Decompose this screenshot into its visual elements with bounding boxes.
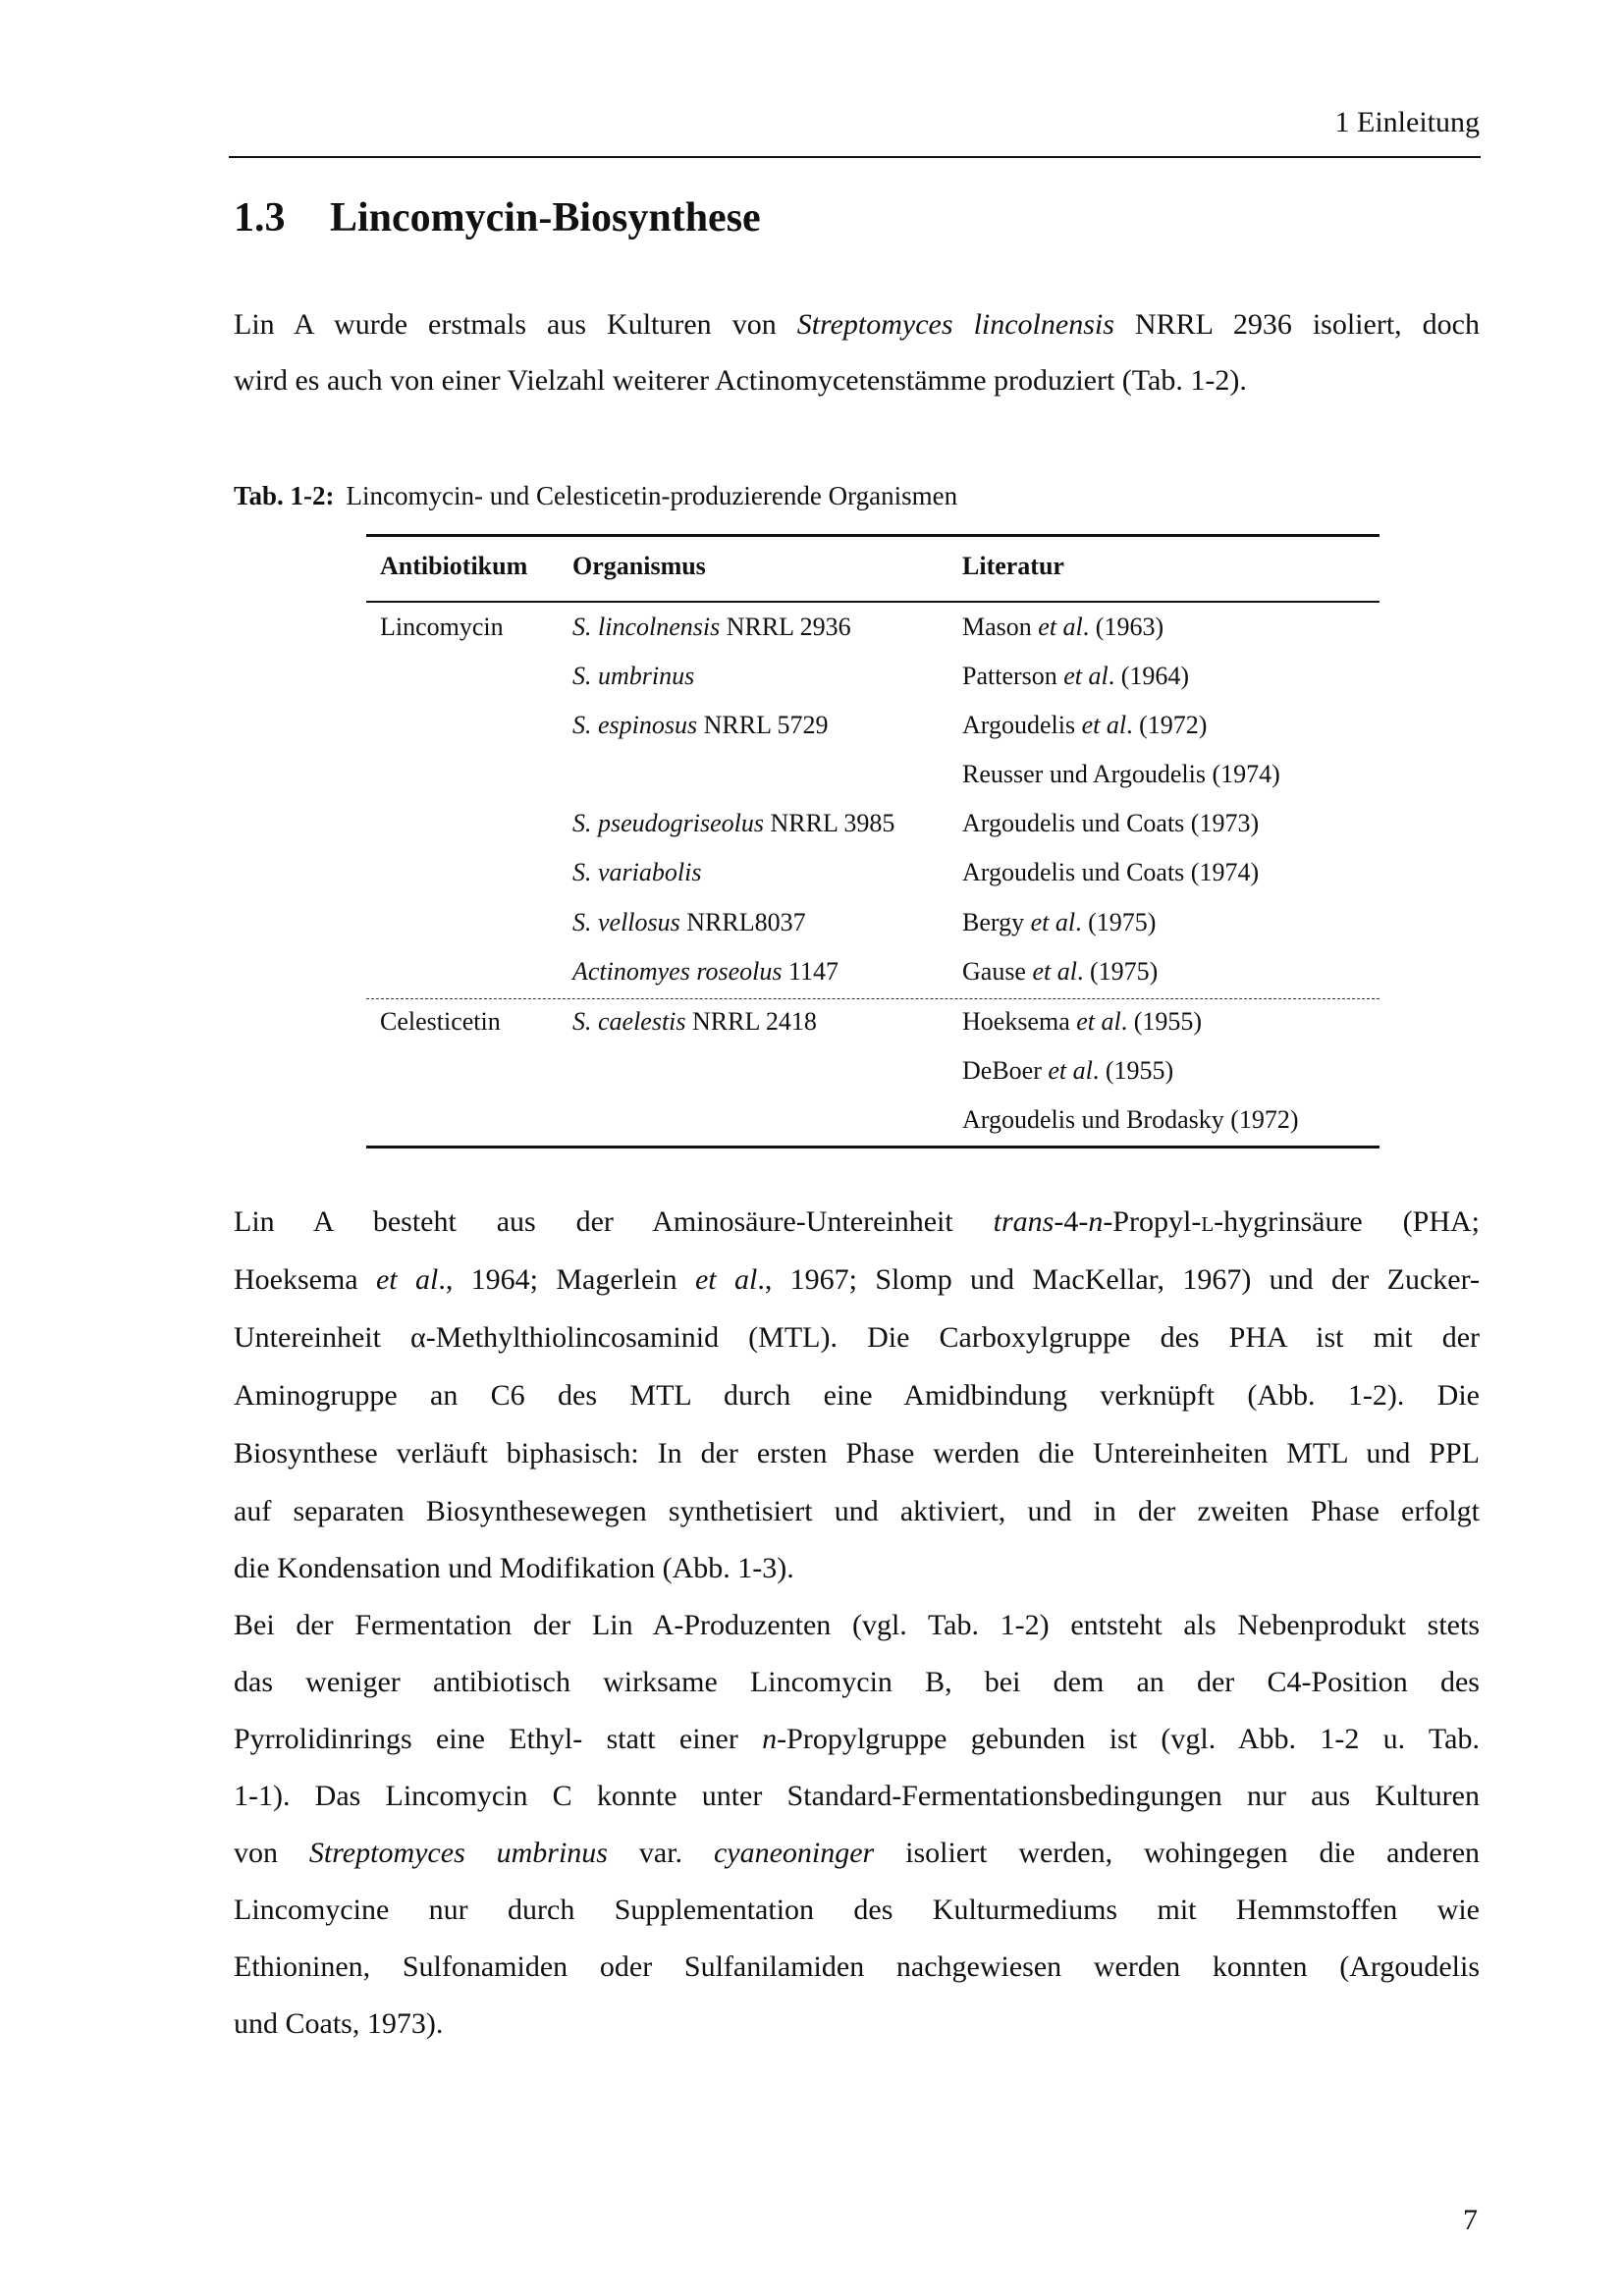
cell-literature — [962, 760, 1280, 789]
text-segment: Argoudelis und Coats (1974) — [962, 858, 1260, 886]
text-segment: Argoudelis und Brodasky (1972) — [962, 1105, 1299, 1134]
text-segment: et al — [694, 1263, 758, 1296]
text-segment: S. caelestis — [572, 1007, 686, 1036]
text-segment: isoliert werden, wohingegen die anderen — [874, 1837, 1481, 1869]
cell-organism — [572, 809, 894, 838]
text-segment: et al — [1030, 908, 1076, 936]
table-caption — [234, 481, 957, 511]
text-segment: et al — [1081, 711, 1127, 739]
cell-literature — [962, 957, 1158, 987]
text-line — [234, 1495, 1480, 1528]
text-segment: NRRL 3985 — [764, 809, 895, 837]
text-segment: Lin A wurde erstmals aus Kulturen von — [234, 308, 797, 341]
table-header-antibiotic: Antibiotikum — [380, 552, 528, 580]
text-segment: Gause — [962, 957, 1033, 986]
cell-organism — [572, 662, 694, 691]
text-segment: . (1955) — [1120, 1007, 1203, 1036]
text-segment: var. — [607, 1837, 714, 1869]
text-segment: Biosynthese verläuft biphasisch: In der ersten Phase werden die Untereinheiten MTL und PPL — [234, 1437, 1480, 1469]
text-segment: et al — [1048, 1056, 1093, 1085]
text-line — [234, 1321, 1480, 1355]
text-segment: . (1963) — [1082, 613, 1164, 641]
text-line — [234, 1379, 1480, 1413]
text-segment: S. vellosus — [572, 908, 680, 936]
table-group-divider — [366, 998, 1380, 999]
table-caption-label: Tab. 1-2: — [234, 481, 335, 510]
table-header-organism: Organismus — [572, 552, 706, 580]
text-segment: . (1975) — [1075, 908, 1157, 936]
text-segment: 1147 — [782, 957, 839, 986]
text-segment: ., 1964; Magerlein — [438, 1263, 695, 1296]
text-segment: Untereinheit α-Methylthiolincosaminid (MTL). Die Carboxylgruppe des PHA ist mit der — [234, 1321, 1480, 1354]
cell-literature — [962, 858, 1259, 887]
text-segment: n — [762, 1723, 778, 1755]
table-caption-text: Lincomycin- und Celesticetin-produzierende Organismen — [346, 481, 958, 510]
text-segment: Bei der Fermentation der Lin A-Produzenten (vgl. Tab. 1-2) entsteht als Nebenprodukt stets — [234, 1609, 1480, 1641]
text-line — [234, 2007, 1480, 2041]
text-segment: Lincomycine nur durch Supplementation des Kulturmediums mit Hemmstoffen wie — [234, 1894, 1480, 1926]
text-segment: Actinomyes roseolus — [572, 957, 783, 986]
cell-literature — [962, 613, 1163, 642]
cell-antibiotic: Celesticetin — [380, 1007, 501, 1036]
text-segment: das weniger antibiotisch wirksame Lincomycin B, bei dem an der C4-Position des — [234, 1666, 1480, 1698]
table-header-literature: Literatur — [962, 552, 1064, 580]
table-bottom-rule — [366, 1146, 1380, 1148]
text-line — [234, 1552, 1480, 1585]
cell-literature — [962, 1105, 1299, 1135]
text-segment: NRRL 2418 — [685, 1007, 817, 1036]
table-top-rule — [366, 534, 1380, 537]
text-segment: et al — [1032, 957, 1077, 986]
section-heading — [234, 194, 761, 241]
cell-literature — [962, 809, 1259, 838]
text-segment: S. pseudogriseolus — [572, 809, 764, 837]
text-segment: L — [1201, 1212, 1215, 1236]
text-segment: . (1964) — [1108, 662, 1190, 690]
cell-literature — [962, 1007, 1202, 1037]
text-segment: et al — [1038, 613, 1083, 641]
running-header: 1 Einleitung — [1334, 106, 1480, 138]
section-title: Lincomycin-Biosynthese — [330, 195, 761, 240]
text-segment: et al — [375, 1263, 439, 1296]
text-segment: . (1955) — [1092, 1056, 1174, 1085]
text-segment: Ethioninen, Sulfonamiden oder Sulfanilamiden nachgewiesen werden konnten (Argoudelis — [234, 1950, 1480, 1983]
section-number: 1.3 — [234, 195, 286, 240]
text-segment: DeBoer — [962, 1056, 1049, 1085]
cell-literature — [962, 711, 1207, 740]
text-segment: und Coats, 1973). — [234, 2007, 444, 2040]
text-segment: trans — [993, 1205, 1055, 1238]
text-segment: S. variabolis — [572, 858, 702, 886]
text-segment: 1-1). Das Lincomycin C konnte unter Standard-Fermentationsbedingungen nur aus Kulturen — [234, 1780, 1480, 1812]
text-segment: NRRL 2936 isoliert, doch — [1113, 308, 1480, 341]
text-segment: Hoeksema — [962, 1007, 1077, 1036]
text-line — [234, 1437, 1480, 1470]
text-segment: n — [1088, 1205, 1104, 1238]
text-segment: Lin A besteht aus der Aminosäure-Untereinheit — [234, 1205, 994, 1238]
text-segment: . (1975) — [1076, 957, 1159, 986]
text-segment: NRRL 5729 — [697, 711, 829, 739]
text-segment: die Kondensation und Modifikation (Abb. 1-3). — [234, 1552, 794, 1584]
text-segment: auf separaten Biosynthesewegen synthetisiert und aktiviert, und in der zweiten Phase erfolgt — [234, 1495, 1480, 1527]
text-segment: -hygrinsäure (PHA; — [1214, 1205, 1480, 1238]
text-segment: Mason — [962, 613, 1039, 641]
cell-organism — [572, 908, 806, 937]
text-segment: Argoudelis und Coats (1973) — [962, 809, 1260, 837]
text-line — [234, 1950, 1480, 1984]
text-segment: -Propyl- — [1103, 1205, 1202, 1238]
header-rule — [229, 156, 1481, 158]
text-line — [234, 1894, 1480, 1927]
text-segment: Aminogruppe an C6 des MTL durch eine Amidbindung verknüpft (Abb. 1-2). Die — [234, 1379, 1480, 1412]
cell-literature — [962, 1056, 1173, 1086]
cell-organism — [572, 613, 851, 642]
text-line — [234, 1723, 1480, 1756]
text-segment: et al — [1076, 1007, 1121, 1036]
text-line — [234, 1666, 1480, 1699]
page-number: 7 — [1463, 2204, 1478, 2236]
text-segment: Reusser und Argoudelis (1974) — [962, 760, 1280, 788]
text-segment: et al — [1063, 662, 1109, 690]
text-segment: von — [234, 1837, 309, 1869]
text-segment: -Propylgruppe gebunden ist (vgl. Abb. 1-2 u. Tab. — [777, 1723, 1480, 1755]
text-segment: NRRL8037 — [679, 908, 806, 936]
text-segment: NRRL 2936 — [720, 613, 851, 641]
cell-literature — [962, 908, 1156, 937]
text-line — [234, 1609, 1480, 1642]
text-segment: Hoeksema — [234, 1263, 376, 1296]
text-segment: Pyrrolidinrings eine Ethyl- statt einer — [234, 1723, 763, 1755]
text-line — [234, 1205, 1480, 1239]
text-segment: S. umbrinus — [572, 662, 695, 690]
cell-organism — [572, 711, 829, 740]
text-segment: cyaneoninger — [713, 1837, 875, 1869]
cell-organism — [572, 957, 839, 987]
cell-organism — [572, 858, 701, 887]
text-segment: -4- — [1054, 1205, 1089, 1238]
text-segment: ., 1967; Slomp und MacKellar, 1967) und der Zucker- — [757, 1263, 1480, 1296]
text-line — [234, 1263, 1480, 1297]
text-segment: Streptomyces lincolnensis — [796, 308, 1114, 341]
table-header-rule — [366, 601, 1380, 603]
text-segment: Bergy — [962, 908, 1031, 936]
text-segment: S. espinosus — [572, 711, 698, 739]
text-line — [234, 1837, 1480, 1870]
text-segment: wird es auch von einer Vielzahl weiterer Actinomycetenstämme produziert (Tab. 1-2). — [234, 364, 1247, 397]
text-segment: . (1972) — [1126, 711, 1208, 739]
cell-organism — [572, 1007, 817, 1037]
text-segment: Argoudelis — [962, 711, 1082, 739]
cell-literature — [962, 662, 1189, 691]
text-segment: Patterson — [962, 662, 1064, 690]
text-line — [234, 308, 1480, 342]
text-segment: Streptomyces umbrinus — [308, 1837, 608, 1869]
text-line — [234, 1780, 1480, 1813]
cell-antibiotic: Lincomycin — [380, 613, 504, 641]
text-line — [234, 364, 1480, 398]
text-segment: S. lincolnensis — [572, 613, 721, 641]
